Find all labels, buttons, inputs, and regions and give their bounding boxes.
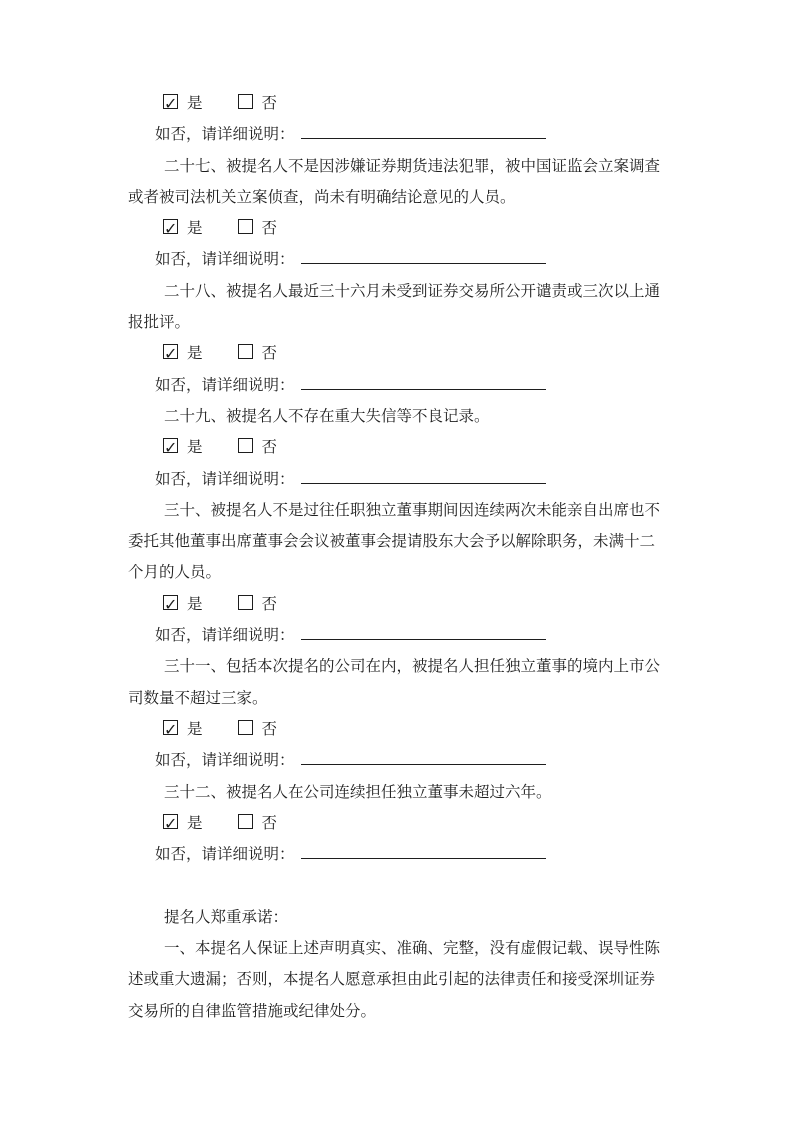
- yes-no-row: [128, 213, 673, 244]
- check-icon: ✓: [164, 594, 178, 614]
- no-label: 否: [261, 345, 278, 363]
- declaration-item-29: [128, 401, 673, 495]
- no-checkbox-unchecked[interactable]: [238, 595, 253, 610]
- no-label: 否: [261, 814, 278, 832]
- yes-no-row: [128, 88, 673, 119]
- yes-no-row: [128, 808, 673, 839]
- no-label: 否: [261, 95, 278, 112]
- declaration-item-30: [128, 495, 673, 651]
- yes-label: 是: [187, 220, 203, 238]
- check-icon: ✓: [164, 94, 178, 113]
- commitment-heading: 提名人郑重承诺：: [164, 908, 289, 926]
- nominator-commitment: [128, 902, 673, 1027]
- explain-label: 如否，请详细说明：: [155, 752, 295, 770]
- yes-no-row: [128, 714, 673, 745]
- yes-label: 是: [187, 595, 203, 613]
- check-icon: ✓: [164, 719, 178, 739]
- no-checkbox-unchecked[interactable]: [238, 438, 253, 453]
- explain-blank-field[interactable]: [301, 623, 546, 640]
- explain-row: [128, 370, 673, 401]
- yes-label: 是: [187, 720, 203, 738]
- no-checkbox-unchecked[interactable]: [238, 720, 253, 735]
- declaration-item-27: [128, 151, 673, 276]
- explain-row: [128, 839, 673, 870]
- declaration-item-26: [128, 88, 673, 151]
- explain-blank-field[interactable]: [301, 372, 546, 389]
- declaration-item-31: [128, 651, 673, 776]
- document-body: [128, 88, 673, 1027]
- yes-checkbox-checked[interactable]: [163, 94, 178, 113]
- item-text-line: 二十八、被提名人最近三十六月未受到证券交易所公开谴责或三次以上通: [164, 282, 661, 300]
- yes-label: 是: [187, 95, 203, 112]
- item-text-line: 二十九、被提名人不存在重大失信等不良记录。: [164, 407, 490, 425]
- no-checkbox-unchecked[interactable]: [238, 219, 253, 234]
- item-text-line: 三十二、被提名人在公司连续担任独立董事未超过六年。: [164, 783, 552, 801]
- yes-checkbox-checked[interactable]: [163, 438, 178, 458]
- item-text-line: 二十七、被提名人不是因涉嫌证券期货违法犯罪，被中国证监会立案调查: [164, 157, 661, 175]
- yes-label: 是: [187, 814, 203, 832]
- no-label: 否: [261, 595, 278, 613]
- explain-row: [128, 464, 673, 495]
- yes-no-row: [128, 338, 673, 369]
- explain-label: 如否，请详细说明：: [155, 376, 295, 394]
- declaration-item-28: [128, 276, 673, 401]
- no-checkbox-unchecked[interactable]: [238, 344, 253, 359]
- commitment-text-line: 一、本提名人保证上述声明真实、准确、完整，没有虚假记载、误导性陈: [164, 940, 661, 958]
- declaration-item-32: [128, 777, 673, 871]
- explain-blank-field[interactable]: [301, 466, 546, 483]
- yes-checkbox-checked[interactable]: [163, 719, 178, 739]
- no-label: 否: [261, 439, 278, 457]
- check-icon: ✓: [164, 813, 178, 833]
- item-text-line: 三十、被提名人不是过往任职独立董事期间因连续两次未能亲自出席也不: [164, 501, 661, 519]
- item-text-line: 个月的人员。: [128, 564, 222, 582]
- blank-line: [128, 870, 673, 901]
- explain-blank-field[interactable]: [301, 842, 546, 859]
- check-icon: ✓: [164, 344, 178, 364]
- item-text-line: 司数量不超过三家。: [128, 689, 268, 707]
- check-icon: ✓: [164, 438, 178, 458]
- explain-row: [128, 745, 673, 776]
- yes-checkbox-checked[interactable]: [163, 344, 178, 364]
- explain-label: 如否，请详细说明：: [155, 470, 295, 488]
- explain-label: 如否，请详细说明：: [155, 126, 295, 144]
- explain-label: 如否，请详细说明：: [155, 627, 295, 645]
- explain-row: [128, 119, 673, 150]
- explain-row: [128, 244, 673, 275]
- yes-label: 是: [187, 345, 203, 363]
- no-label: 否: [261, 220, 278, 238]
- explain-row: [128, 620, 673, 651]
- explain-blank-field[interactable]: [301, 122, 546, 139]
- no-checkbox-unchecked[interactable]: [238, 94, 253, 109]
- item-text-line: 委托其他董事出席董事会会议被董事会提请股东大会予以解除职务，未满十二: [128, 533, 656, 551]
- yes-checkbox-checked[interactable]: [163, 813, 178, 833]
- item-text-line: 或者被司法机关立案侦查，尚未有明确结论意见的人员。: [128, 188, 516, 206]
- yes-checkbox-checked[interactable]: [163, 219, 178, 239]
- explain-blank-field[interactable]: [301, 247, 546, 264]
- explain-label: 如否，请详细说明：: [155, 846, 295, 864]
- commitment-text-line: 交易所的自律监管措施或纪律处分。: [128, 1002, 377, 1020]
- yes-checkbox-checked[interactable]: [163, 594, 178, 614]
- item-text-line: 报批评。: [128, 314, 191, 332]
- yes-no-row: [128, 589, 673, 620]
- item-text-line: 三十一、包括本次提名的公司在内，被提名人担任独立董事的境内上市公: [164, 658, 661, 676]
- no-label: 否: [261, 720, 278, 738]
- no-checkbox-unchecked[interactable]: [238, 814, 253, 829]
- yes-label: 是: [187, 439, 203, 457]
- commitment-text-line: 述或重大遗漏；否则，本提名人愿意承担由此引起的法律责任和接受深圳证券: [128, 971, 656, 989]
- explain-label: 如否，请详细说明：: [155, 251, 295, 269]
- explain-blank-field[interactable]: [301, 748, 546, 765]
- yes-no-row: [128, 432, 673, 463]
- check-icon: ✓: [164, 219, 178, 239]
